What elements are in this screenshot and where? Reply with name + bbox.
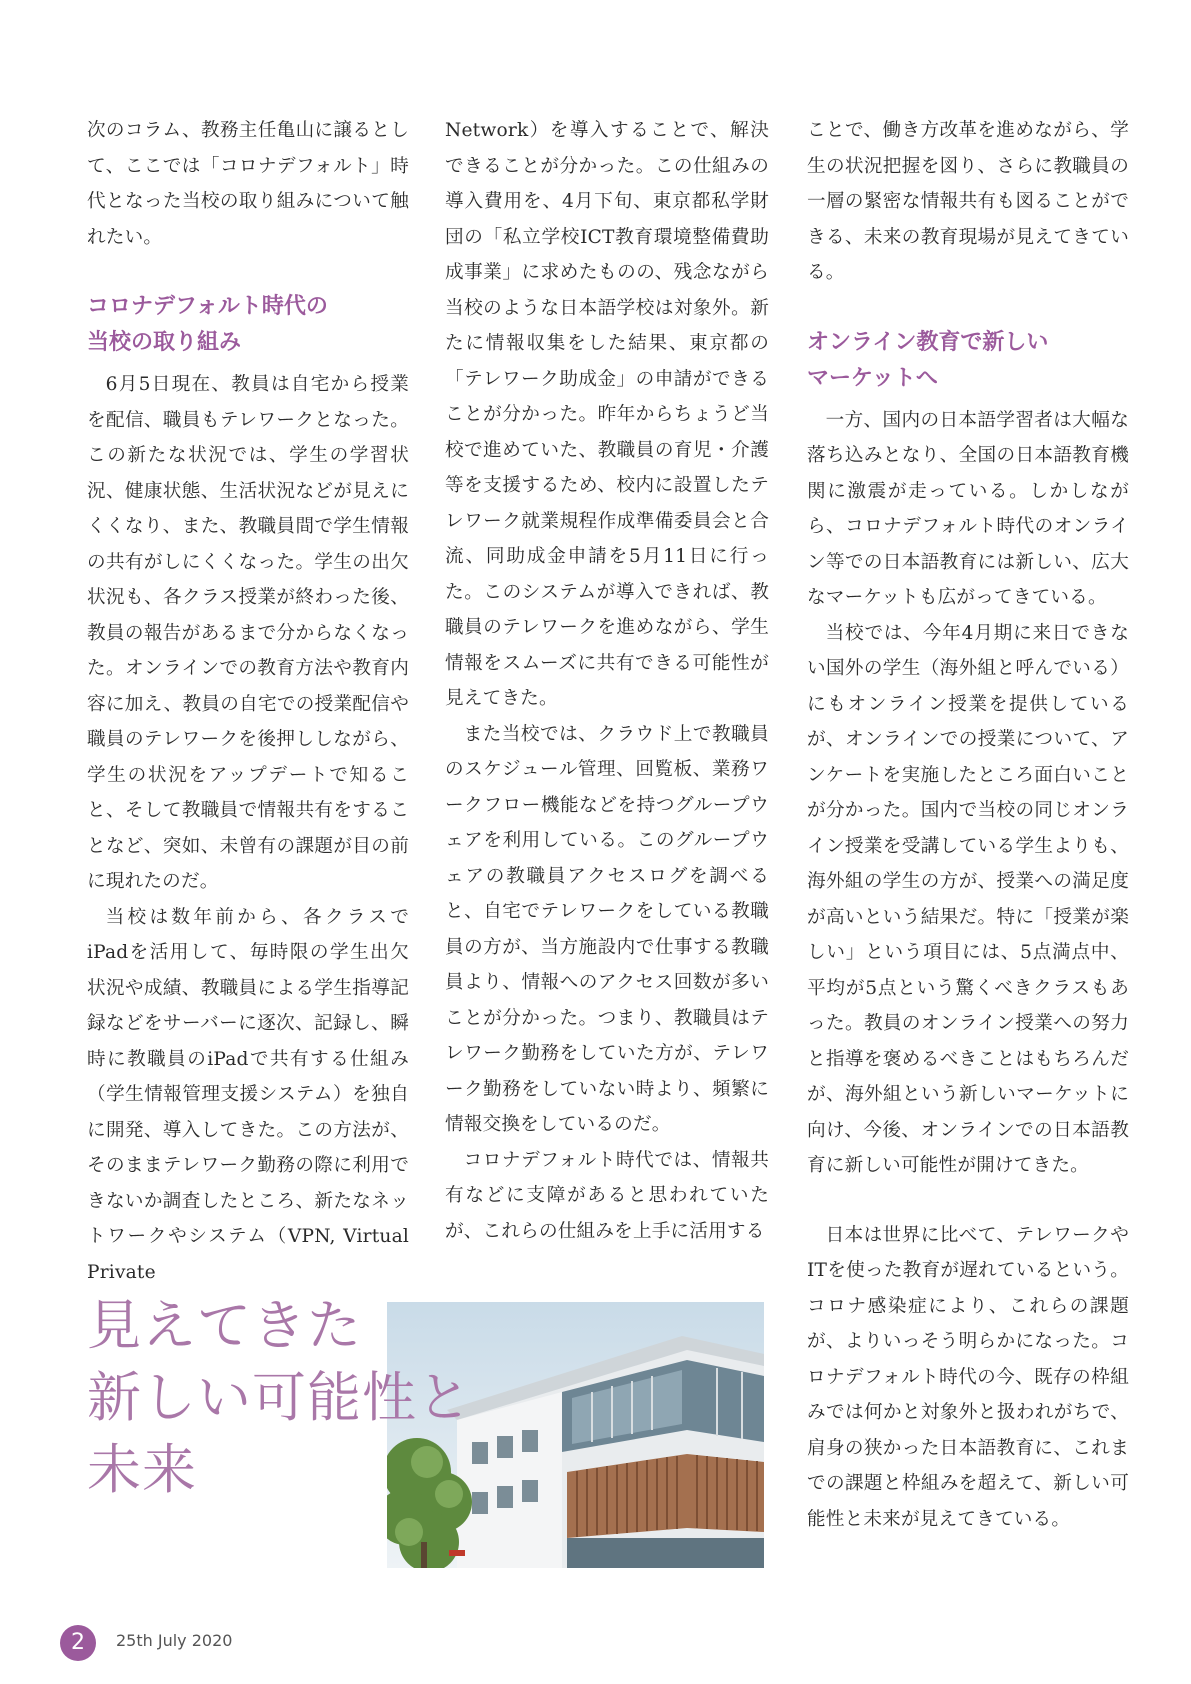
article-column-2	[445, 113, 769, 1249]
section-heading-line: マーケットへ	[807, 365, 938, 391]
paragraph: コロナデフォルト時代では、情報共有などに支障があると思われていたが、これらの仕組みを上手に活用する	[445, 1149, 769, 1242]
section-heading-line: オンライン教育で新しい	[807, 329, 1049, 355]
article-column-3	[807, 113, 1129, 1537]
paragraph: ことで、働き方改革を進めながら、学生の状況把握を図り、さらに教職員の一層の緊密な情報共有も図ることができる、未来の教育現場が見えてきている。	[807, 120, 1129, 283]
page-number: 2	[60, 1625, 96, 1661]
feature-title	[87, 1290, 472, 1506]
paragraph: 次のコラム、教務主任亀山に譲るとして、ここでは「コロナデフォルト」時代となった当校の取り組みについて触れたい。	[87, 120, 409, 248]
issue-date: 25th July 2020	[116, 1631, 233, 1650]
paragraph: 当校では、今年4月期に来日できない国外の学生（海外組と呼んでいる）にもオンライン授業を提供しているが、オンラインでの授業について、アンケートを実施したところ面白いことが分かった。国内で当校の同じオンライン授業を受講している学生よりも、海外組の学生の方が、授業への満足度が高いという結果だ。特に「授業が楽しい」という項目には、5点満点中、平均が5点という驚くべきクラスもあった。教員のオンライン授業への努力と指導を褒めるべきことはもちろんだが、海外組という新しいマーケットに向け、今後、オンラインでの日本語教育に新しい可能性が開けてきた。	[807, 622, 1129, 1176]
section-heading	[807, 325, 1129, 397]
feature-title-line: 未来	[87, 1438, 197, 1501]
feature-title-line: 見えてきた	[87, 1294, 362, 1357]
article-column-1	[87, 113, 409, 1290]
paragraph: 日本は世界に比べて、テレワークやITを使った教育が遅れているという。コロナ感染症により、これらの課題が、よりいっそう明らかになった。コロナデフォルト時代の今、既存の枠組みでは何かと対象外と扱われがちで、肩身の狭かった日本語教育に、これまでの課題と枠組みを超えて、新しい可能性と未来が見えてきている。	[807, 1224, 1129, 1530]
paragraph: 当校は数年前から、各クラスでiPadを活用して、毎時限の学生出欠状況や成績、教職員による学生指導記録などをサーバーに逐次、記録し、瞬時に教職員のiPadで共有する仕組み（学生情報管理支援システム）を独自に開発、導入してきた。この方法が、そのままテレワーク勤務の際に利用できないか調査したところ、新たなネットワークやシステム（VPN, Virtual Private	[87, 906, 409, 1283]
paragraph: また当校では、クラウド上で教職員のスケジュール管理、回覧板、業務ワークフロー機能などを持つグループウェアを利用している。このグループウェアの教職員アクセスログを調べると、自宅でテレワークをしている教職員の方が、当方施設内で仕事する教職員より、情報へのアクセス回数が多いことが分かった。つまり、教職員はテレワーク勤務をしていた方が、テレワーク勤務をしていない時より、頻繁に情報交換をしているのだ。	[445, 723, 769, 1135]
section-heading-line: 当校の取り組み	[87, 330, 242, 355]
paragraph: 一方、国内の日本語学習者は大幅な落ち込みとなり、全国の日本語教育機関に激震が走っている。しかしながら、コロナデフォルト時代のオンライン等での日本語教育には新しい、広大なマーケットも広がってきている。	[807, 409, 1129, 608]
section-heading-line: コロナデフォルト時代の	[87, 294, 328, 319]
paragraph: 6月5日現在、教員は自宅から授業を配信、職員もテレワークとなった。この新たな状況では、学生の学習状況、健康状態、生活状況などが見えにくくなり、また、教職員間で学生情報の共有がしにくくなった。学生の出欠状況も、各クラス授業が終わった後、教員の報告があるまで分からなくなった。オンラインでの教育方法や教育内容に加え、教員の自宅での授業配信や職員のテレワークを後押ししながら、学生の状況をアップデートで知ること、そして教職員で情報共有をすることなど、突如、未曾有の課題が目の前に現れたのだ。	[87, 374, 409, 892]
section-heading	[87, 289, 409, 361]
feature-title-line: 新しい可能性と	[87, 1366, 472, 1429]
paragraph: Network）を導入することで、解決できることが分かった。この仕組みの導入費用を、4月下旬、東京都私学財団の「私立学校ICT教育環境整備費助成事業」に求めたものの、残念ながら当校のような日本語学校は対象外。新たに情報収集をした結果、東京都の「テレワーク助成金」の申請ができることが分かった。昨年からちょうど当校で進めていた、教職員の育児・介護等を支援するため、校内に設置したテレワーク就業規程作成準備委員会と合流、同助成金申請を5月11日に行った。このシステムが導入できれば、教職員のテレワークを進めながら、学生情報をスムーズに共有できる可能性が見えてきた。	[445, 120, 769, 709]
